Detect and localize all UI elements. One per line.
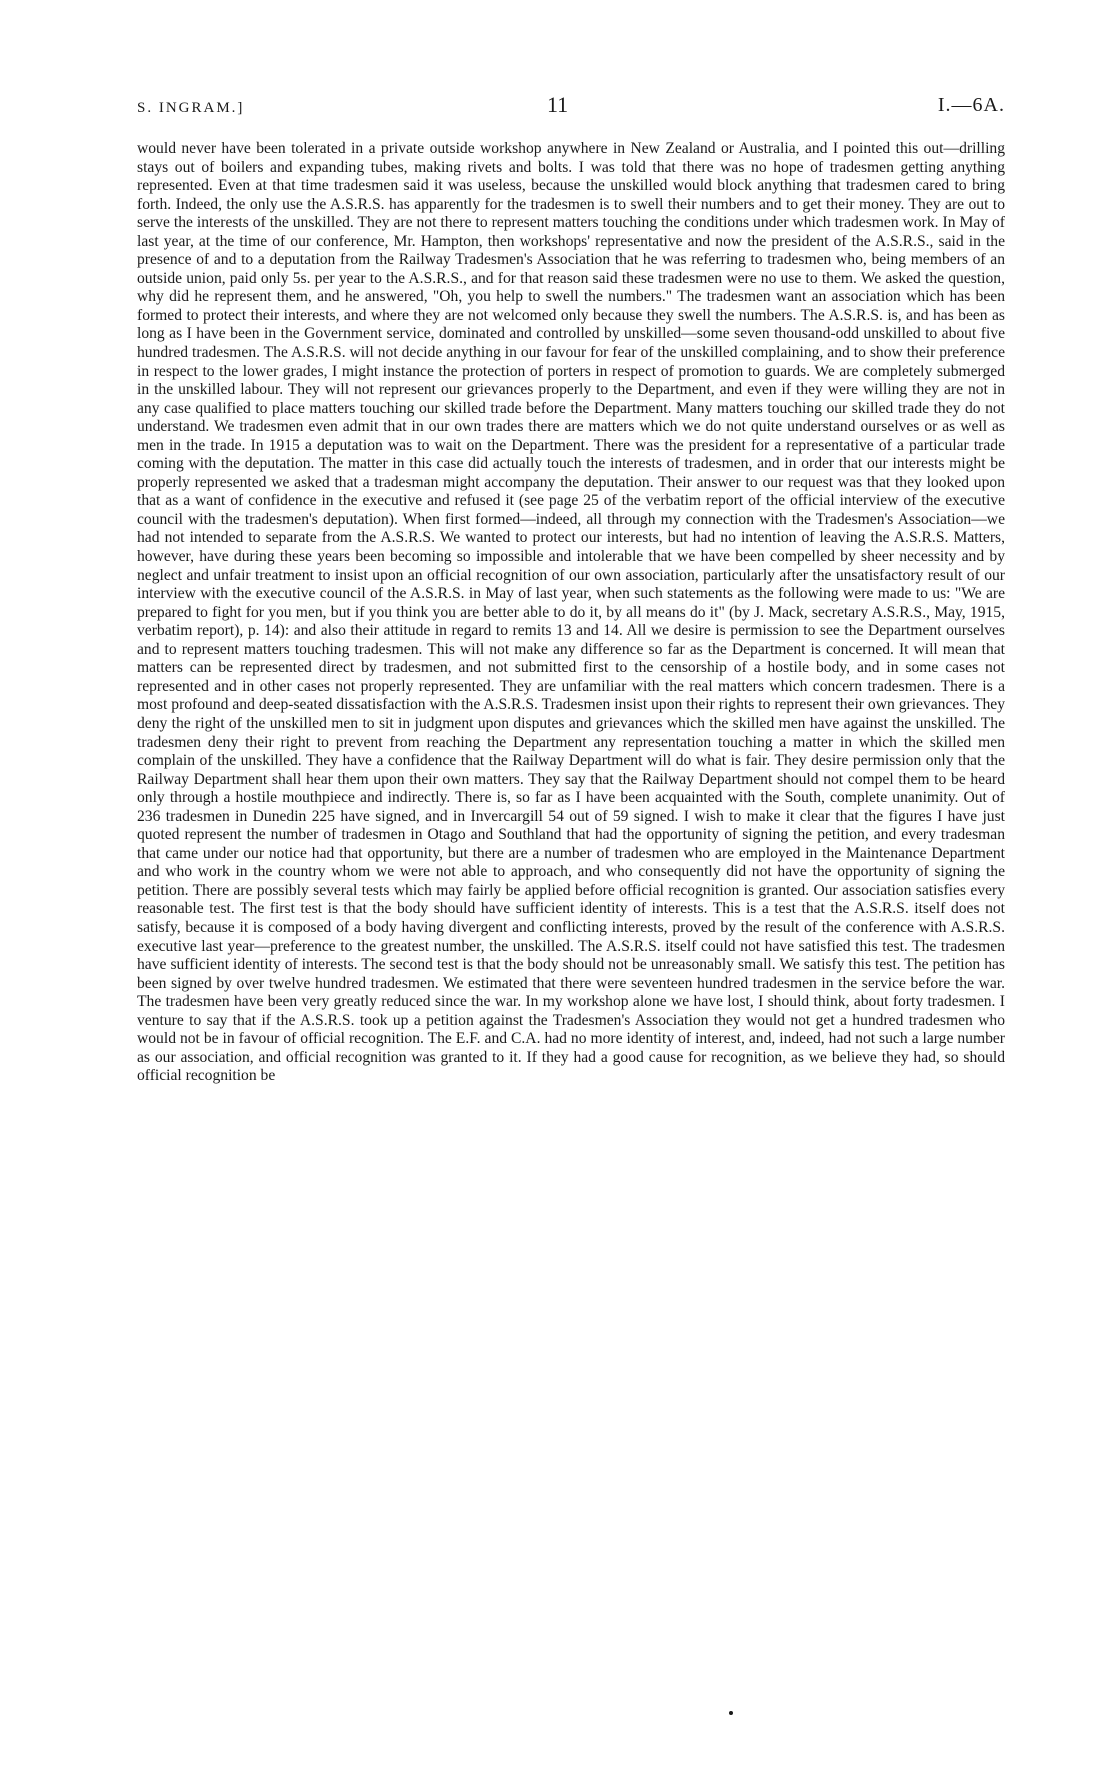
document-reference: I.—6A. xyxy=(937,94,1005,116)
page-number: 11 xyxy=(547,92,569,117)
page-header xyxy=(137,92,1005,126)
body-paragraph: would never have been tolerated in a private outside workshop anywhere in New Zealand or Australia, and I pointed this out—drilling stays out of boilers and expanding tubes, making rivets and bolts. I was told that there was no hope of tradesmen getting anything represented. Even at that time tradesmen said it was useless, because the unskilled would block anything that tradesmen cared to bring forth. Indeed, the only use the A.S.R.S. has apparently for the tradesmen is to swell their numbers and to get their money. They are out to serve the interests of the unskilled. They are not there to represent matters touching the conditions under which tradesmen work. In May of last year, at the time of our conference, Mr. Hampton, then workshops' representative and now the president of the A.S.R.S., said in the presence of and to a deputation from the Railway Tradesmen's Association that he was referring to tradesmen who, being members of an outside union, paid only 5s. per year to the A.S.R.S., and for that reason said these tradesmen were no use to them. We asked the question, why did he represent them, and he answered, "Oh, you help to swell the numbers." The tradesmen want an association which has been formed to protect their interests, and where they are not welcomed only because they swell the numbers. The A.S.R.S. is, and has been as long as I have been in the Government service, dominated and controlled by unskilled—some seven thousand-odd unskilled to about five hundred tradesmen. The A.S.R.S. will not decide anything in our favour for fear of the unskilled complaining, and to show their preference in respect to the lower grades, I might instance the protection of porters in respect of promotion to guards. We are completely submerged in the unskilled labour. They will not represent our grievances properly to the Department, and even if they were willing they are not in any case qualified to place matters touching our skilled trade before the Department. Many matters touching our skilled trade they do not understand. We tradesmen even admit that in our own trades there are matters which we do not quite understand ourselves or as well as men in the trade. In 1915 a deputation was to wait on the Department. There was the president for a representative of a particular trade coming with the deputation. The matter in this case did actually touch the interests of tradesmen, and in order that our interests might be properly represented we asked that a tradesman might accompany the deputation. Their answer to our request was that they looked upon that as a want of confidence in the executive and refused it (see page 25 of the verbatim report of the official interview of the executive council with the tradesmen's deputation). When first formed—indeed, all through my connection with the Tradesmen's Association—we had not intended to separate from the A.S.R.S. We wanted to protect our interests, but had no intention of leaving the A.S.R.S. Matters, however, have during these years been becoming so impossible and intolerable that we have been compelled by sheer necessity and by neglect and unfair treatment to insist upon an official recognition of our own association, particularly after the unsatisfactory result of our interview with the executive council of the A.S.R.S. in May of last year, when such statements as the following were made to us: "We are prepared to fight for you men, but if you think you are better able to do it, by all means do it" (by J. Mack, secretary A.S.R.S., May, 1915, verbatim report), p. 14): and also their attitude in regard to remits 13 and 14. All we desire is permission to see the Department ourselves and to represent matters touching tradesmen. This will not make any difference so far as the Department is concerned. It will mean that matters can be represented direct by tradesmen, and not submitted first to the censorship of a hostile body, and in some cases not represented and in other cases not properly represented. They are unfamiliar with the real matters which concern tradesmen. There is a most profound and deep-seated dissatisfaction with the A.S.R.S. Tradesmen insist upon their rights to represent their own grievances. They deny the right of the unskilled men to sit in judgment upon disputes and grievances which the skilled men have against the unskilled. The tradesmen deny their right to prevent from reaching the Department any representation touching a matter in which the skilled men complain of the unskilled. They have a confidence that the Railway Department will do what is fair. They desire permission only that the Railway Department shall hear them upon their own matters. They say that the Railway Department should not compel them to be heard only through a hostile mouthpiece and indirectly. There is, so far as I have been acquainted with the South, complete unanimity. Out of 236 tradesmen in Dunedin 225 have signed, and in Invercargill 54 out of 59 signed. I wish to make it clear that the figures I have just quoted represent the number of tradesmen in Otago and Southland that had the opportunity of signing the petition, and every tradesman that came under our notice had that opportunity, but there are a number of tradesmen who are employed in the Maintenance Department and who work in the country whom we were not able to approach, and who consequently did not have the opportunity of signing the petition. There are possibly several tests which may fairly be applied before official recognition is granted. Our association satisfies every reasonable test. The first test is that the body should have sufficient identity of interests. This is a test that the A.S.R.S. itself does not satisfy, because it is composed of a body having divergent and conflicting interests, proved by the result of the conference with A.S.R.S. executive last year—preference to the greatest number, the unskilled. The A.S.R.S. itself could not have satisfied this test. The tradesmen have sufficient identity of interests. The second test is that the body should not be unreasonably small. We satisfy this test. The petition has been signed by over twelve hundred tradesmen. We estimated that there were seventeen hundred tradesmen in the service before the war. The tradesmen have been very greatly reduced since the war. In my workshop alone we have lost, I should think, about forty tradesmen. I venture to say that if the A.S.R.S. took up a petition against the Tradesmen's Association they would not get a hundred tradesmen who would not be in favour of official recognition. The E.F. and C.A. had no more identity of interest, and, indeed, had not such a large number as our association, and official recognition was granted to it. If they had a good cause for recognition, as we believe they had, so should official recognition be xyxy=(137,140,1005,1085)
witness-name: S. INGRAM.] xyxy=(137,100,245,116)
bullet-mark-icon xyxy=(729,1711,733,1715)
